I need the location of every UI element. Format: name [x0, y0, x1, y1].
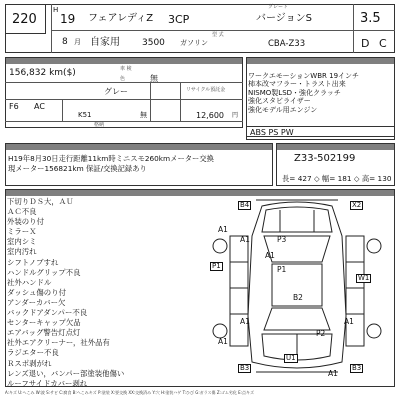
- condition-item: 外装のり付: [7, 217, 44, 227]
- chassis-number: Z33-502199: [294, 153, 356, 164]
- year-prefix: H: [53, 6, 59, 14]
- mark-b3-bottom-right: B3: [352, 364, 362, 372]
- color-code: K51: [78, 111, 92, 119]
- mark-a1-left-2: A1: [240, 235, 250, 244]
- left-side-panels: [230, 236, 248, 346]
- air-conditioner: AC: [34, 102, 45, 111]
- wheel-rear-right: [367, 324, 381, 338]
- color-label: 色: [120, 76, 126, 82]
- mark-a1-lower: A1: [240, 317, 250, 326]
- condition-item: Ｒスポ剥がれ: [7, 358, 52, 368]
- condition-item: ＡＣ不良: [7, 207, 37, 217]
- wheel-rear-left: [213, 324, 227, 338]
- usage-type: 自家用: [90, 37, 120, 48]
- mark-w1: W1: [358, 274, 370, 282]
- exterior-grade: C: [379, 37, 387, 50]
- selling-point: 柿本改マフラー・トラスト出来: [248, 80, 346, 89]
- fuel-type: ガソリン: [180, 39, 208, 47]
- mark-p1-center: P1: [277, 265, 287, 274]
- recycle-fee: 12,600: [196, 111, 224, 120]
- rear-glass: [264, 308, 330, 330]
- exterior-color: グレー: [104, 87, 128, 96]
- selling-point: NISMO製LSD・強化クラッチ: [248, 88, 341, 97]
- katashiki-label: 型 式: [212, 32, 224, 38]
- mark-a1-right: A1: [344, 317, 354, 326]
- selling-point: 強化モデル用エンジン: [248, 105, 318, 114]
- selling-point: ワークエモーションWBR 19インチ: [248, 72, 360, 80]
- mark-b4-top: B4: [240, 201, 250, 209]
- condition-item: バックドアダンパー不良: [7, 308, 88, 318]
- mark-a1-bottom-right: A1: [328, 369, 338, 378]
- grade-name: バージョンS: [256, 13, 312, 24]
- damage-legend: A:キズ U:へこみ W:波 S:サビ C:腐食 B:へこみキズ P:塗装 X:要交換 XX:交換済み Y:穴 H:塗装ハゲ T:ひび G:ガラス傷 Z:ゴム劣化 E:点キズ: [5, 390, 254, 395]
- condition-item: 下切りＤＳ大，ＡＵ: [7, 197, 74, 206]
- shaken-label: 車 検: [120, 66, 132, 72]
- storage-label: 格納: [94, 122, 105, 128]
- yen-unit: 円: [232, 112, 239, 119]
- equipment-list: ABS PS PW: [250, 128, 294, 137]
- mark-p2: P2: [316, 329, 326, 338]
- month-unit: 月: [74, 38, 81, 46]
- mark-x2-top: X2: [352, 201, 362, 209]
- notes-line-2: 現メーター156821km 保証/交換記録あり: [8, 164, 147, 173]
- mark-b2: B2: [293, 293, 303, 302]
- wheel-front-left: [213, 239, 227, 253]
- mark-a1-mid: A1: [265, 251, 275, 260]
- mark-u1: U1: [286, 354, 296, 362]
- condition-item: 室内汚れ: [7, 247, 37, 257]
- condition-item: 社外ハンドル: [7, 277, 52, 287]
- mark-a1-bottom-left: A1: [218, 337, 228, 346]
- grade-label: グレード: [268, 4, 289, 10]
- recycle-label: リサイクル預託金: [186, 87, 226, 93]
- notes-line-1: H19年8月30日走行距離11km時ミニスモ260kmメーター交換: [8, 154, 214, 163]
- transmission: F6: [9, 102, 19, 111]
- condition-item: ルーフサイドカバー剥れ: [7, 378, 88, 388]
- condition-item: 社外エアクリーナー，社外品有: [7, 338, 110, 348]
- condition-item: エアバッグ警告灯点灯: [7, 328, 81, 338]
- condition-item: ハンドルグリップ不良: [7, 267, 81, 277]
- model-name: フェアレディZ: [88, 13, 154, 24]
- inspection-status: 無: [150, 74, 158, 83]
- right-side-panels: [346, 236, 364, 346]
- year-value: 19: [60, 12, 76, 26]
- evaluation-score: 3.5: [360, 11, 381, 26]
- mark-p3: P3: [277, 235, 287, 244]
- mileage: 156,832 km($): [9, 68, 76, 78]
- displacement: 3500: [142, 38, 165, 48]
- condition-item: ミラーＸ: [7, 227, 37, 237]
- condition-item: シフトノブすれ: [7, 257, 59, 267]
- selling-point: 強化スタビライザー: [248, 97, 311, 106]
- dimensions: 長= 427 ◇ 幅= 181 ◇ 高= 130: [282, 174, 392, 183]
- condition-item: レンズ退い，バンパー部塗装他傷い: [7, 368, 125, 378]
- interior-grade: D: [361, 37, 370, 50]
- condition-item: センターキャップ欠品: [7, 318, 81, 328]
- month-value: 8: [62, 37, 68, 47]
- mark-a1-left: A1: [218, 225, 228, 234]
- door-count: 3CP: [168, 13, 190, 26]
- selling-points-list: [248, 72, 359, 114]
- condition-item: ダッシュ傷のり付: [7, 287, 66, 297]
- condition-item: ラジエター不良: [7, 348, 59, 358]
- wheel-front-right: [367, 239, 381, 253]
- condition-item: 室内シミ: [7, 237, 37, 247]
- mark-p1-left: P1: [212, 262, 221, 270]
- lot-number: 220: [12, 12, 37, 27]
- color-code-2: 無: [140, 111, 147, 119]
- conditions-list: [7, 197, 124, 389]
- mark-b3-bottom-left: B3: [240, 364, 250, 372]
- model-code: CBA-Z33: [268, 39, 306, 49]
- condition-item: アンダーカバー欠: [7, 297, 66, 307]
- hood-panel: [262, 207, 332, 232]
